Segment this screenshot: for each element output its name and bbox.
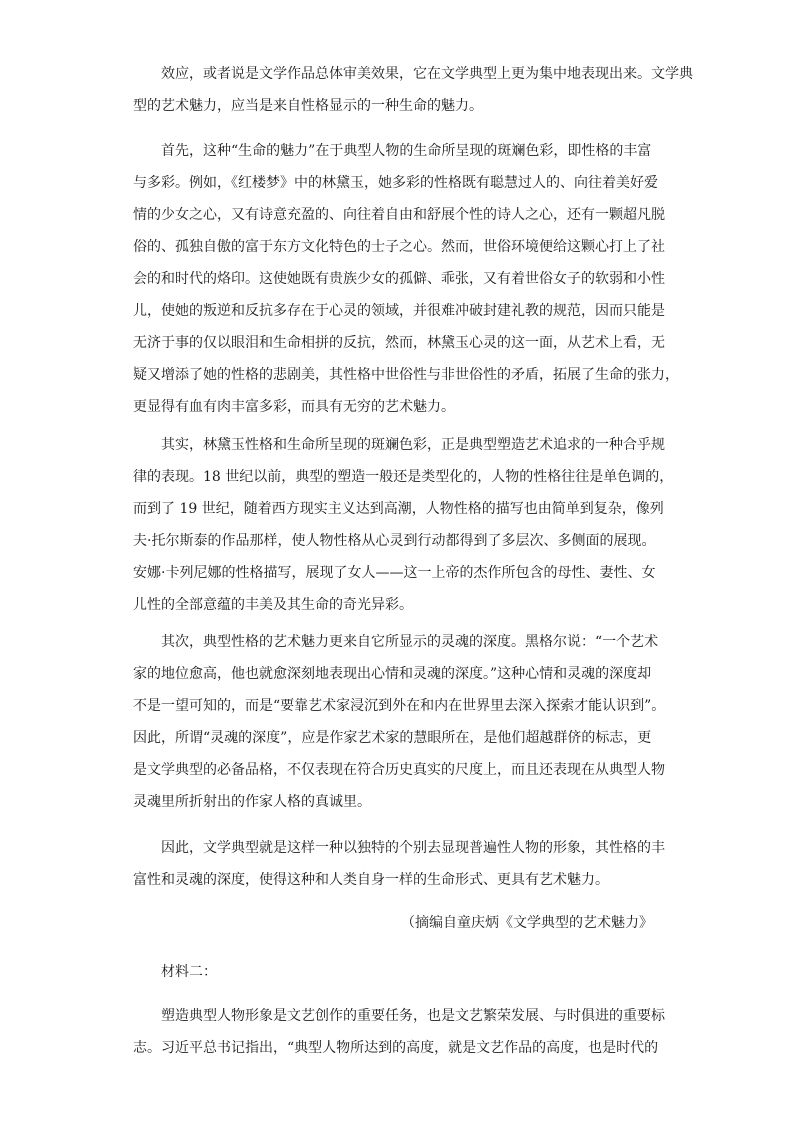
text-line: 塑造典型人物形象是文艺创作的重要任务，也是文艺繁荣发展、与时俱进的重要标 (161, 1008, 665, 1024)
text-line: 富性和灵魂的深度，使得这种和人类自身一样的生命形式、更具有艺术魅力。 (133, 872, 609, 888)
text-line: 俗的、孤独自傲的富于东方文化特色的士子之心。然而，世俗环境便给这颗心打上了社 (133, 239, 665, 255)
text-line: 不是一望可知的，而是“要靠艺术家浸沉到外在和内在世界里去深入探索才能认识到”。 (133, 698, 666, 714)
text-line: 律的表现。18 世纪以前，典型的塑造一般还是类型化的，人物的性格往往是单色调的， (133, 469, 674, 485)
text-line: 会的和时代的烙印。这使她既有贵族少女的孤僻、乖张，又有着世俗女子的软弱和小性 (133, 271, 665, 287)
paragraph (133, 429, 674, 621)
text-line: 其实，林黛玉性格和生命所呈现的斑斓色彩，正是典型塑造艺术追求的一种合乎规 (161, 437, 665, 453)
text-line: 因此，文学典型就是这样一种以独特的个别去显现普遍性人物的形象，其性格的丰 (161, 840, 665, 856)
text-line: 因此，所谓“灵魂的深度”，应是作家艺术家的慧眼所在，是他们超越群侪的标志，更 (133, 730, 652, 746)
source-citation (133, 907, 663, 939)
text-line: （摘编自童庆炳《文学典型的艺术魅力》 (401, 915, 653, 931)
text-line: 更显得有血有肉丰富多彩，而具有无穷的艺术魅力。 (133, 399, 455, 415)
text-line: 疑又增添了她的性格的悲剧美，其性格中世俗性与非世俗性的矛盾，拓展了生命的张力， (133, 367, 679, 383)
text-line: 安娜·卡列尼娜的性格描写，展现了女人——这一上帝的杰作所包含的母性、妻性、女 (133, 565, 656, 581)
text-line: 无济于事的仅以眼泪和生命相拼的反抗，然而，林黛玉心灵的这一面，从艺术上看，无 (133, 335, 665, 351)
section-heading (133, 956, 663, 988)
text-line: 灵魂里所折射出的作家人格的真诚里。 (133, 794, 371, 810)
text-line: 情的少女之心，又有诗意充盈的、向往着自由和舒展个性的诗人之心，还有一颗超凡脱 (133, 207, 665, 223)
text-line: 志。习近平总书记指出，“典型人物所达到的高度，就是文艺作品的高度，也是时代的 (133, 1040, 659, 1056)
text-line: 与多彩。例如，《红楼梦》中的林黛玉，她多彩的性格既有聪慧过人的、向往着美好爱 (133, 175, 658, 191)
text-line: 其次，典型性格的艺术魅力更来自它所显示的灵魂的深度。黑格尔说：“一个艺术 (161, 634, 659, 650)
paragraph (133, 58, 693, 122)
text-line: 材料二： (161, 964, 217, 980)
paragraph (133, 626, 666, 818)
text-line: 效应，或者说是文学作品总体审美效果，它在文学典型上更为集中地表现出来。文学典 (161, 66, 693, 82)
paragraph (133, 1000, 663, 1064)
text-line: 夫·托尔斯泰的作品那样，使人物性格从心灵到行动都得到了多层次、多侧面的展现。 (133, 533, 656, 549)
text-line: 儿性的全部意蕴的丰美及其生命的奇光异彩。 (133, 597, 413, 613)
text-line: 是文学典型的必备品格，不仅表现在符合历史真实的尺度上，而且还表现在从典型人物 (133, 762, 665, 778)
text-line: 型的艺术魅力，应当是来自性格显示的一种生命的魅力。 (133, 98, 483, 114)
text-line: 而到了 19 世纪，随着西方现实主义达到高潮，人物性格的描写也由简单到复杂，像列 (133, 501, 664, 517)
paragraph (133, 135, 679, 423)
text-line: 儿，使她的叛逆和反抗多存在于心灵的领域，并很难冲破封建礼教的规范，因而只能是 (133, 303, 665, 319)
text-line: 首先，这种“生命的魅力”在于典型人物的生命所呈现的斑斓色彩，即性格的丰富 (161, 143, 652, 159)
paragraph (133, 832, 663, 896)
text-line: 家的地位愈高，他也就愈深刻地表现出心情和灵魂的深度。”这种心情和灵魂的深度却 (133, 666, 652, 682)
